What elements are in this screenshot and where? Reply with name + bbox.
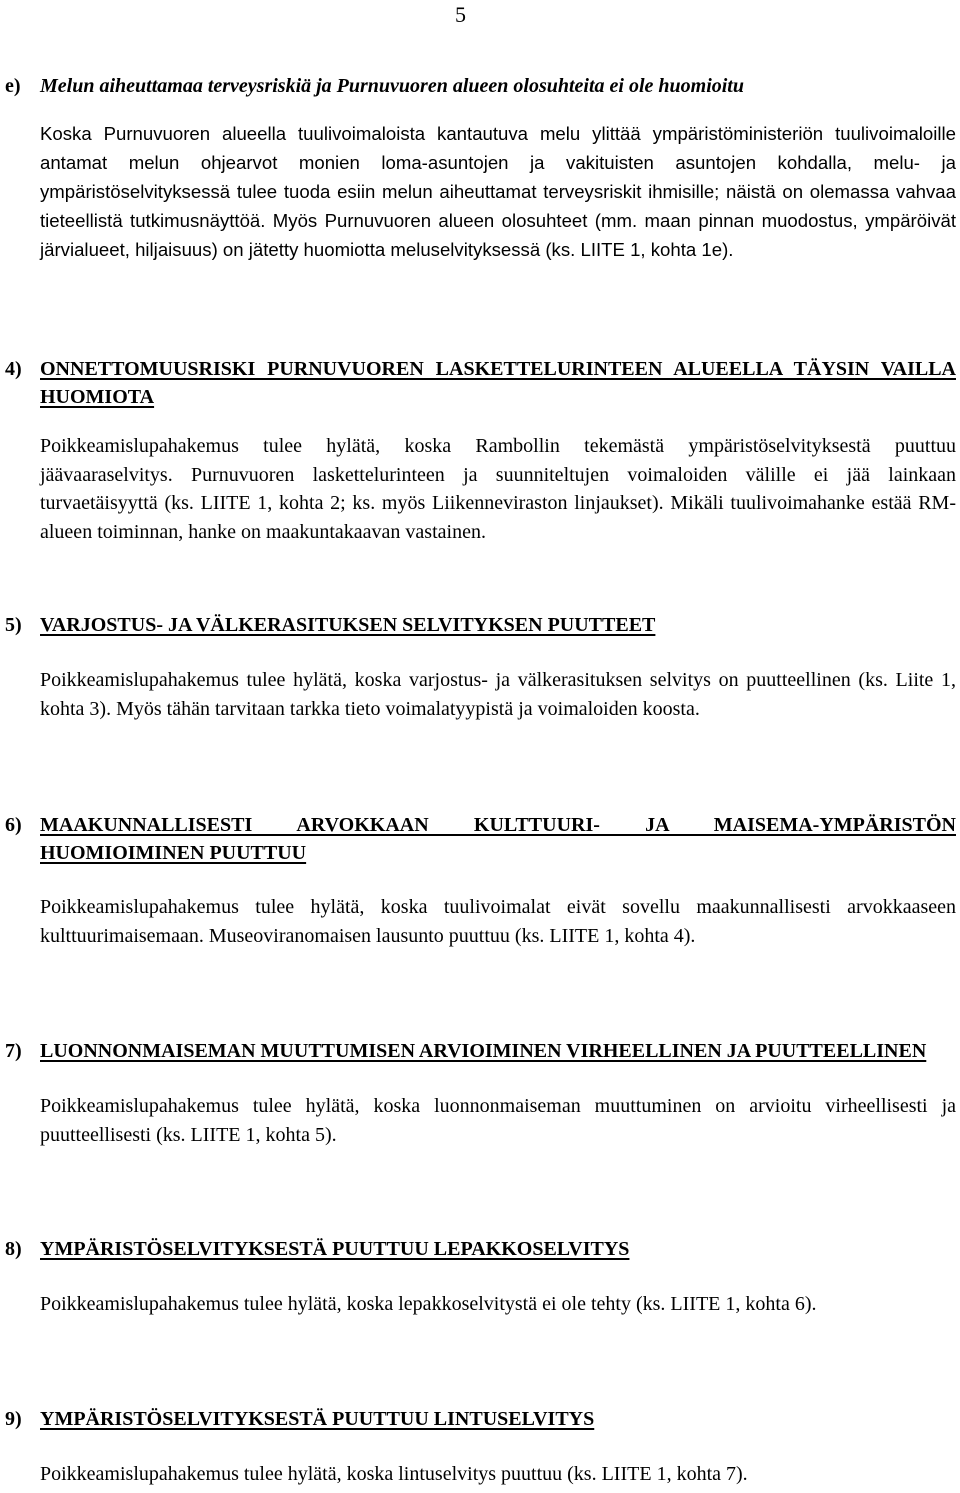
- section-body: Poikkeamislupahakemus tulee hylätä, koska varjostus- ja välkerasituksen selvitys on puutteellinen (ks. Liite 1, kohta 3). Myös tähän tarvitaan tarkka tieto voimalatyypistä ja voimaloiden koosta.: [40, 669, 956, 720]
- section-heading: [0, 1037, 960, 1065]
- section-5: [0, 611, 960, 723]
- section-title: YMPÄRISTÖSELVITYKSESTÄ PUUTTUU LEPAKKOSELVITYS: [40, 1238, 630, 1260]
- section-number: 4): [5, 358, 22, 380]
- section-heading: [0, 811, 960, 867]
- section-number: e): [5, 75, 21, 97]
- section-title: YMPÄRISTÖSELVITYKSESTÄ PUUTTUU LINTUSELVITYS: [40, 1408, 595, 1430]
- section-body: Poikkeamislupahakemus tulee hylätä, koska Rambollin tekemästä ympäristöselvityksestä puuttuu jäävaaraselvitys. Purnuvuoren laskettelurinteen ja suunniteltujen voimaloiden välille ei jää lainkaan turvaetäisyyttä (ks. LIITE 1, kohta 2; ks. myös Liikenneviraston linjaukset). Mikäli tuulivoimahanke estää RM-alueen toiminnan, hanke on maakuntakaavan vastainen.: [40, 435, 956, 543]
- section-8: [0, 1235, 960, 1319]
- section-heading: [0, 1405, 960, 1433]
- section-heading: [0, 355, 960, 411]
- section-heading: [0, 611, 960, 639]
- section-body: Poikkeamislupahakemus tulee hylätä, koska luonnonmaiseman muuttuminen on arvioitu virheellisesti ja puutteellisesti (ks. LIITE 1, kohta 5).: [40, 1095, 956, 1146]
- section-body: Poikkeamislupahakemus tulee hylätä, koska lepakkoselvitystä ei ole tehty (ks. LIITE 1, kohta 6).: [40, 1293, 817, 1315]
- section-body: Poikkeamislupahakemus tulee hylätä, koska lintuselvitys puuttuu (ks. LIITE 1, kohta 7).: [40, 1463, 748, 1485]
- section-9: [0, 1405, 960, 1489]
- section-7: [0, 1037, 960, 1149]
- section-heading: [0, 72, 960, 100]
- section-e: [0, 72, 960, 264]
- section-title: VARJOSTUS- JA VÄLKERASITUKSEN SELVITYKSEN PUUTTEET: [40, 614, 656, 636]
- section-number: 9): [5, 1408, 22, 1430]
- section-title: LUONNONMAISEMAN MUUTTUMISEN ARVIOIMINEN VIRHEELLINEN JA PUUTTEELLINEN: [40, 1040, 927, 1062]
- section-number: 8): [5, 1238, 22, 1260]
- section-6: [0, 811, 960, 950]
- section-number: 5): [5, 614, 22, 636]
- section-body: Poikkeamislupahakemus tulee hylätä, koska tuulivoimalat eivät sovellu maakunnallisesti arvokkaaseen kulttuurimaisemaan. Museoviranomaisen lausunto puuttuu (ks. LIITE 1, kohta 4).: [40, 896, 956, 947]
- section-heading: [0, 1235, 960, 1263]
- section-title: ONNETTOMUUSRISKI PURNUVUOREN LASKETTELURINTEEN ALUEELLA TÄYSIN VAILLA HUOMIOTA: [40, 358, 956, 408]
- section-body: Koska Purnuvuoren alueella tuulivoimaloista kantautuva melu ylittää ympäristöministeriön tuulivoimaloille antamat melun ohjearvot monien loma-asuntojen ja vakituisten asuntojen kohdalla, melu- ja ympäristöselvityksessä tulee tuoda esiin melun aiheuttamat terveysriskit ihmisille; näistä on olemassa vahvaa tieteellistä tutkimusnäyttöä. Myös Purnuvuoren alueen olosuhteet (mm. maan pinnan muodostus, ympäröivät järvialueet, hiljaisuus) on jätetty huomiotta meluselvityksessä (ks. LIITE 1, kohta 1e).: [40, 123, 956, 260]
- section-4: [0, 355, 960, 546]
- section-title: MAAKUNNALLISESTI ARVOKKAAN KULTTUURI- JA MAISEMA-YMPÄRISTÖN HUOMIOIMINEN PUUTTUU: [40, 814, 956, 864]
- section-number: 6): [5, 814, 22, 836]
- section-title: Melun aiheuttamaa terveysriskiä ja Purnuvuoren alueen olosuhteita ei ole huomioitu: [40, 75, 744, 97]
- section-number: 7): [5, 1040, 22, 1062]
- page-number: 5: [455, 2, 466, 27]
